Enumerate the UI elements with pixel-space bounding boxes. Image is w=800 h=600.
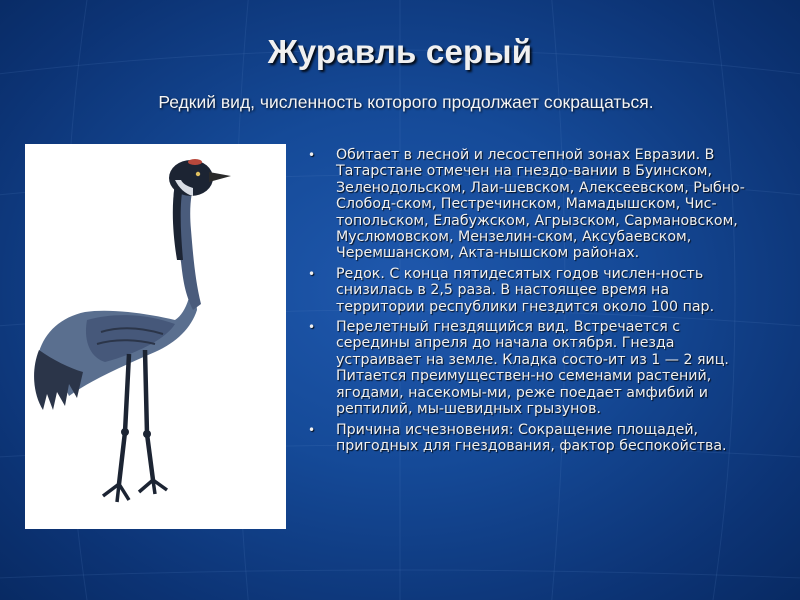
bullet-point-icon: • — [308, 266, 316, 281]
bullet-item — [308, 266, 752, 315]
bullet-text: Обитает в лесной и лесостепной зонах Евразии. В Татарстане отмечен на гнездо-вании в Буинском, Зеленодольском, Лаи-шевском, Алексеевском, Рыбно-Слобод-ском, Пестречинском, Мамадышском, Чис-топольском, Елабужском, Агрызском, Сармановском, Муслюмовском, Мензелин-ском, Аксубаевском, Черемшанском, Акта-нышском районах. — [336, 147, 745, 262]
bullet-item — [308, 422, 752, 455]
bullet-item — [308, 147, 752, 262]
bullet-point-icon: • — [308, 148, 316, 162]
crane-illustration — [25, 144, 286, 529]
bullet-text: Причина исчезновения: Сокращение площадей, пригодных для гнездования, фактор беспокойства. — [336, 421, 727, 454]
slide-title: Журавль серый — [267, 33, 533, 70]
bullet-item — [308, 319, 752, 417]
bullet-text: Редок. С конца пятидесятых годов числен-ность снизилась в 2,5 раза. В настоящее время на территории республики гнездится около 100 пар. — [336, 265, 715, 315]
bullet-text: Перелетный гнездящийся вид. Встречается с середины апреля до начала октября. Гнезда устраивает на земле. Кладка состо-ит из 1 — 2 яиц. Питается преимуществен-но семенами растений, ягодами, насекомы-ми, реже поедает амфибий и рептилий, мы-шевидных грызунов. — [336, 319, 729, 418]
crane-drawing — [25, 144, 286, 529]
bullet-list — [308, 147, 752, 458]
bullet-point-icon: • — [308, 320, 316, 335]
bullet-point-icon: • — [308, 422, 316, 437]
slide-subtitle: Редкий вид, численность которого продолжает сокращаться. — [158, 92, 654, 112]
